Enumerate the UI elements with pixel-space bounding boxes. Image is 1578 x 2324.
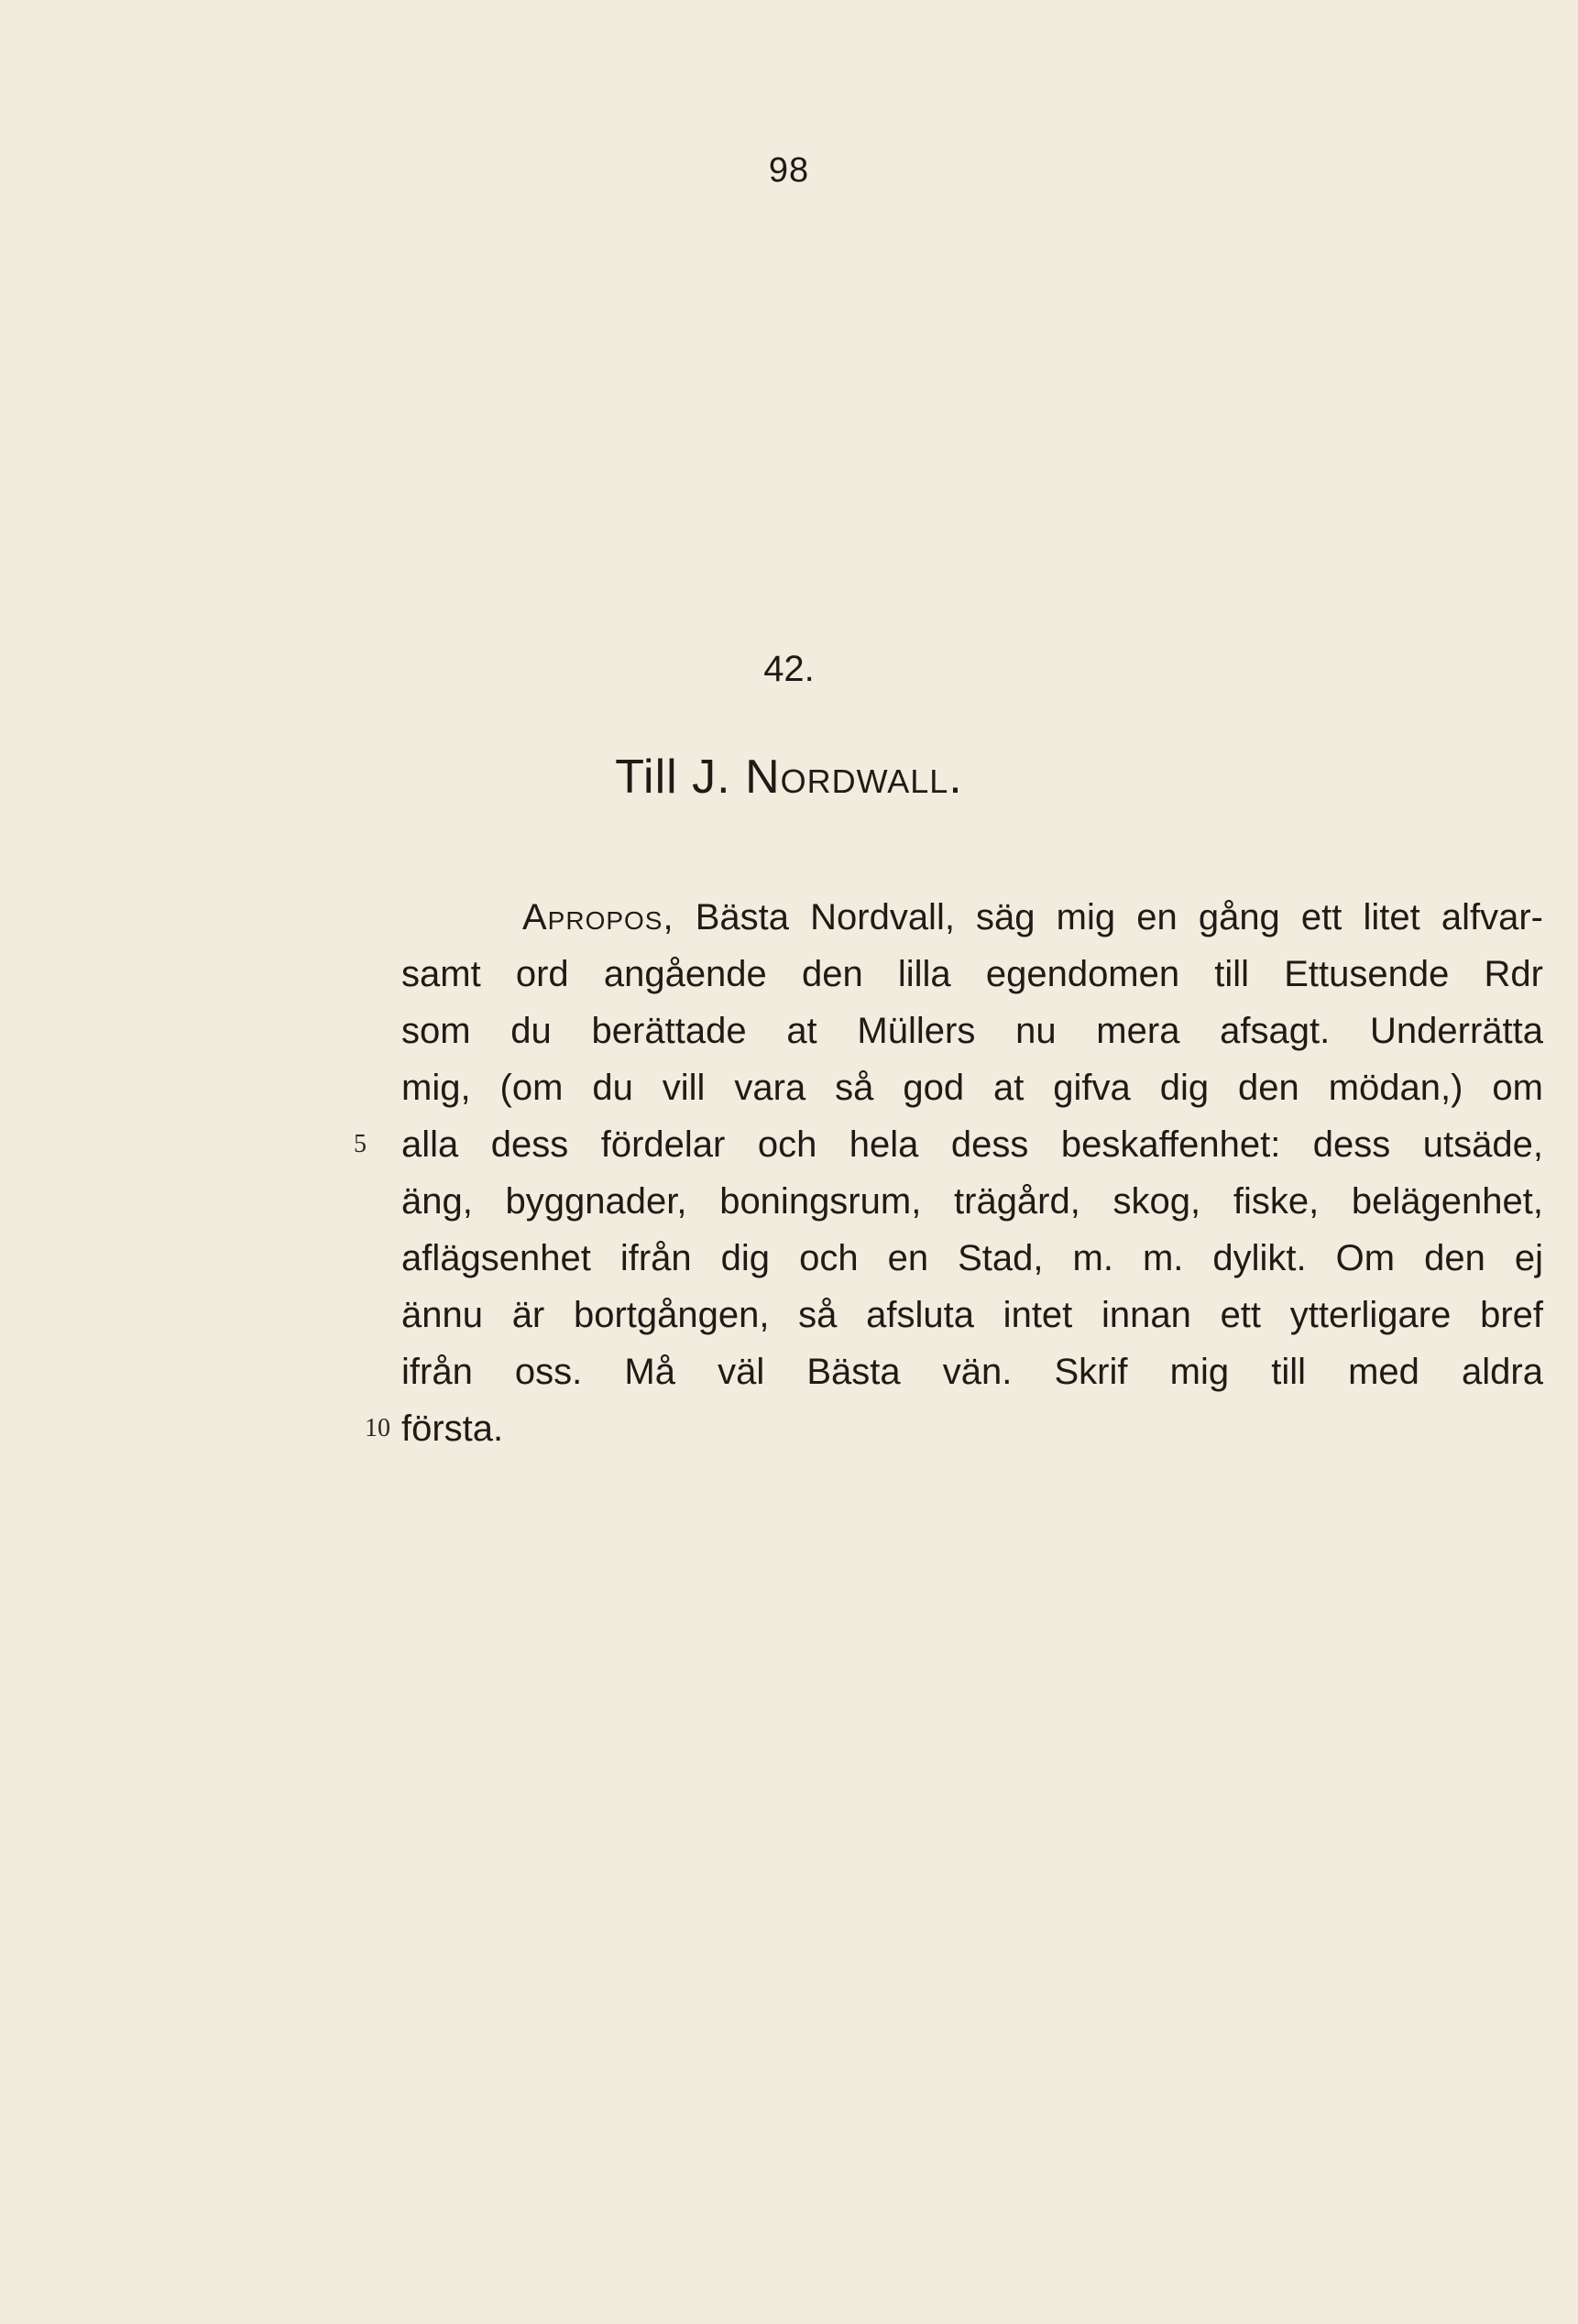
text-line-content: mig, (om du vill vara så god at gifva dig den mödan,) om — [401, 1068, 1543, 1108]
text-line-content: samt ord angående den lilla egendomen till Ettusende Rdr — [401, 954, 1543, 994]
letter-title — [0, 750, 1578, 805]
text-line — [365, 1400, 1543, 1457]
letter-title-name: Nordwall. — [745, 751, 963, 804]
line-number: 5 — [354, 1130, 367, 1158]
text-line-content: som du berättade at Müllers nu mera afsagt. Underrätta — [401, 1011, 1543, 1051]
text-line — [401, 1173, 1543, 1230]
text-line — [401, 1059, 1543, 1116]
text-line-lead: Apropos, — [522, 897, 674, 937]
text-line — [401, 889, 1543, 946]
line-number: 10 — [365, 1414, 390, 1442]
letter-title-prefix: Till J. — [615, 751, 731, 804]
page-number: 98 — [768, 151, 810, 190]
text-line-content: Bästa Nordvall, säg mig en gång ett litet alfvar- — [674, 897, 1543, 937]
text-line-content: ännu är bortgången, så afsluta intet innan ett ytterligare bref — [401, 1295, 1543, 1335]
text-line-content: första. — [401, 1409, 504, 1449]
text-line — [401, 1003, 1543, 1059]
text-line-content: ifrån oss. Må väl Bästa vän. Skrif mig till med aldra — [401, 1352, 1543, 1392]
text-line — [354, 1116, 1543, 1173]
text-line-content: äng, byggnader, boningsrum, trägård, skog, fiske, belägenhet, — [401, 1181, 1543, 1222]
letter-body — [354, 889, 1543, 1457]
text-line — [401, 946, 1543, 1003]
letter-number: 42. — [763, 649, 815, 689]
text-line-content: aflägsenhet ifrån dig och en Stad, m. m. dylikt. Om den ej — [401, 1238, 1543, 1278]
text-line — [401, 1230, 1543, 1287]
text-line — [401, 1287, 1543, 1343]
text-line — [401, 1343, 1543, 1400]
text-line-content: alla dess fördelar och hela dess beskaffenhet: dess utsäde, — [401, 1124, 1543, 1165]
